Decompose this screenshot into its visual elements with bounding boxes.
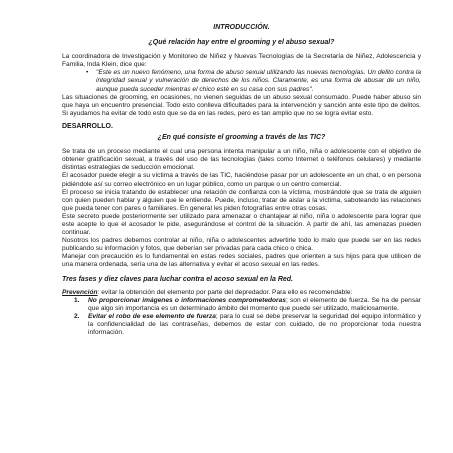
prevention-text: : evitar la obtención del elemento por parte del depredador. Para ello es recomendable: bbox=[97, 288, 353, 296]
dev-paragraph-4: Este secreto puede posteriormente ser utilizado para amenazar o chantajear al niño, niña o adolescente para lograr que este acepte lo que el acosador le pide, asegurándose el control de la situación. A partir de ahí, las amenazas pueden continuar. bbox=[62, 212, 421, 237]
dev-paragraph-5: Nosotros los padres debemos controlar al niño, niña o adolescentes advertirle todo lo malo que puede ser en las redes publicando su información y fotos, que deberían ser privadas para cada chico o chica. bbox=[62, 237, 421, 253]
list-item-bold: No proporcionar imágenes o informaciones comprometedoras bbox=[88, 296, 286, 304]
list-item-text: ; para lo cual se debe preservar la seguridad del equipo informático y la confidencialidad de las contraseñas, debemos de estar con cuidado, de no proporcionar toda nuestra información. bbox=[88, 312, 421, 337]
dev-paragraph-2: El acosador puede elegir a su víctima a través de las TIC, haciéndose pasar por un adolescente en un chat, o en persona pidiéndole así su correo electrónico en un lugar público, como un parque o un centro comercial. bbox=[62, 172, 421, 188]
list-item-text: ; son el elemento de fuerza. Se ha de pensar que algo sin importancia es un determinado ámbito del momento que puede ser utilizado, maliciosamente. bbox=[88, 296, 421, 312]
prevention-label: Prevención bbox=[62, 288, 98, 296]
list-item bbox=[74, 313, 421, 337]
intro-quote: "Este es un nuevo fenómeno, una forma de abuso sexual utilizando las nuevas tecnologías. Un delito contra la integridad sexual y vulneración de derechos de los niños. Claramente, es una forma de abusar de un niño, aunque pueda suceder mientras el chico esté en su casa con sus padres". bbox=[96, 69, 421, 93]
list-item bbox=[74, 297, 421, 313]
intro-paragraph-1: La coordinadora de Investigación y Monitoreo de Niñez y Nuevas Tecnologías de la Secretaría de Niñez, Adolescencia y Familia, Inda Klein, dice que: bbox=[62, 53, 421, 69]
bullet-icon: • bbox=[86, 69, 89, 77]
phases-heading: Tres fases y diez claves para luchar contra el acoso sexual en la Red. bbox=[62, 275, 293, 283]
list-item-number: 2. bbox=[74, 312, 80, 320]
intro-question: ¿Qué relación hay entre el grooming y el abuso sexual? bbox=[148, 39, 335, 47]
dev-paragraph-6: Manejar con precaución es lo fundamental en estas redes sociales, padres que orienten a sus hijos para que utilicen de una manera ordenada, sería una de las alternativa y evitar el acoso sexual en las redes. bbox=[62, 253, 421, 269]
prevention-paragraph bbox=[62, 289, 421, 297]
list-item-bold: Evitar el robo de ese elemento de fuerza bbox=[88, 312, 216, 320]
intro-paragraph-2: Las situaciones de grooming, en ocasiones, no vienen seguidas de un abuso sexual consumado. Puede haber abuso sin que haya un encuentro presencial. Todo esto conlleva dificultades para la intervención y sanción ante este tipo de delitos. Si ayudamos ha evitar de todo esto que se da en las redes, pero es tan amplio que no se logra evitar esto. bbox=[62, 93, 421, 117]
dev-paragraph-3: El proceso se inicia tratando de establecer una relación de confianza con la víctima, mostrándole que se trata de alguien con quien pueden hablar y alguien que le entiende. Puede, incluso, tratar de aislar a la víctima, saboteando las relaciones que pueda tener con pares o familiares. En general les piden fotografías entre otras cosas. bbox=[62, 188, 421, 212]
list-item-number: 1. bbox=[74, 296, 80, 304]
development-question: ¿En qué consiste el grooming a través de las TIC? bbox=[157, 134, 326, 142]
intro-title: INTRODUCCIÓN. bbox=[213, 24, 270, 31]
development-title: DESARROLLO. bbox=[62, 122, 113, 130]
dev-paragraph-1: Se trata de un proceso mediante el cual una persona intenta manipular a un niño, niña o adolescente con el objetivo de obtener gratificación sexual, a través del uso de las tecnologías (tales como Internet o teléfonos celulares) y mediante distintas estrategias de seducción emocional. bbox=[62, 148, 421, 172]
intro-quote-bullet bbox=[86, 69, 421, 93]
